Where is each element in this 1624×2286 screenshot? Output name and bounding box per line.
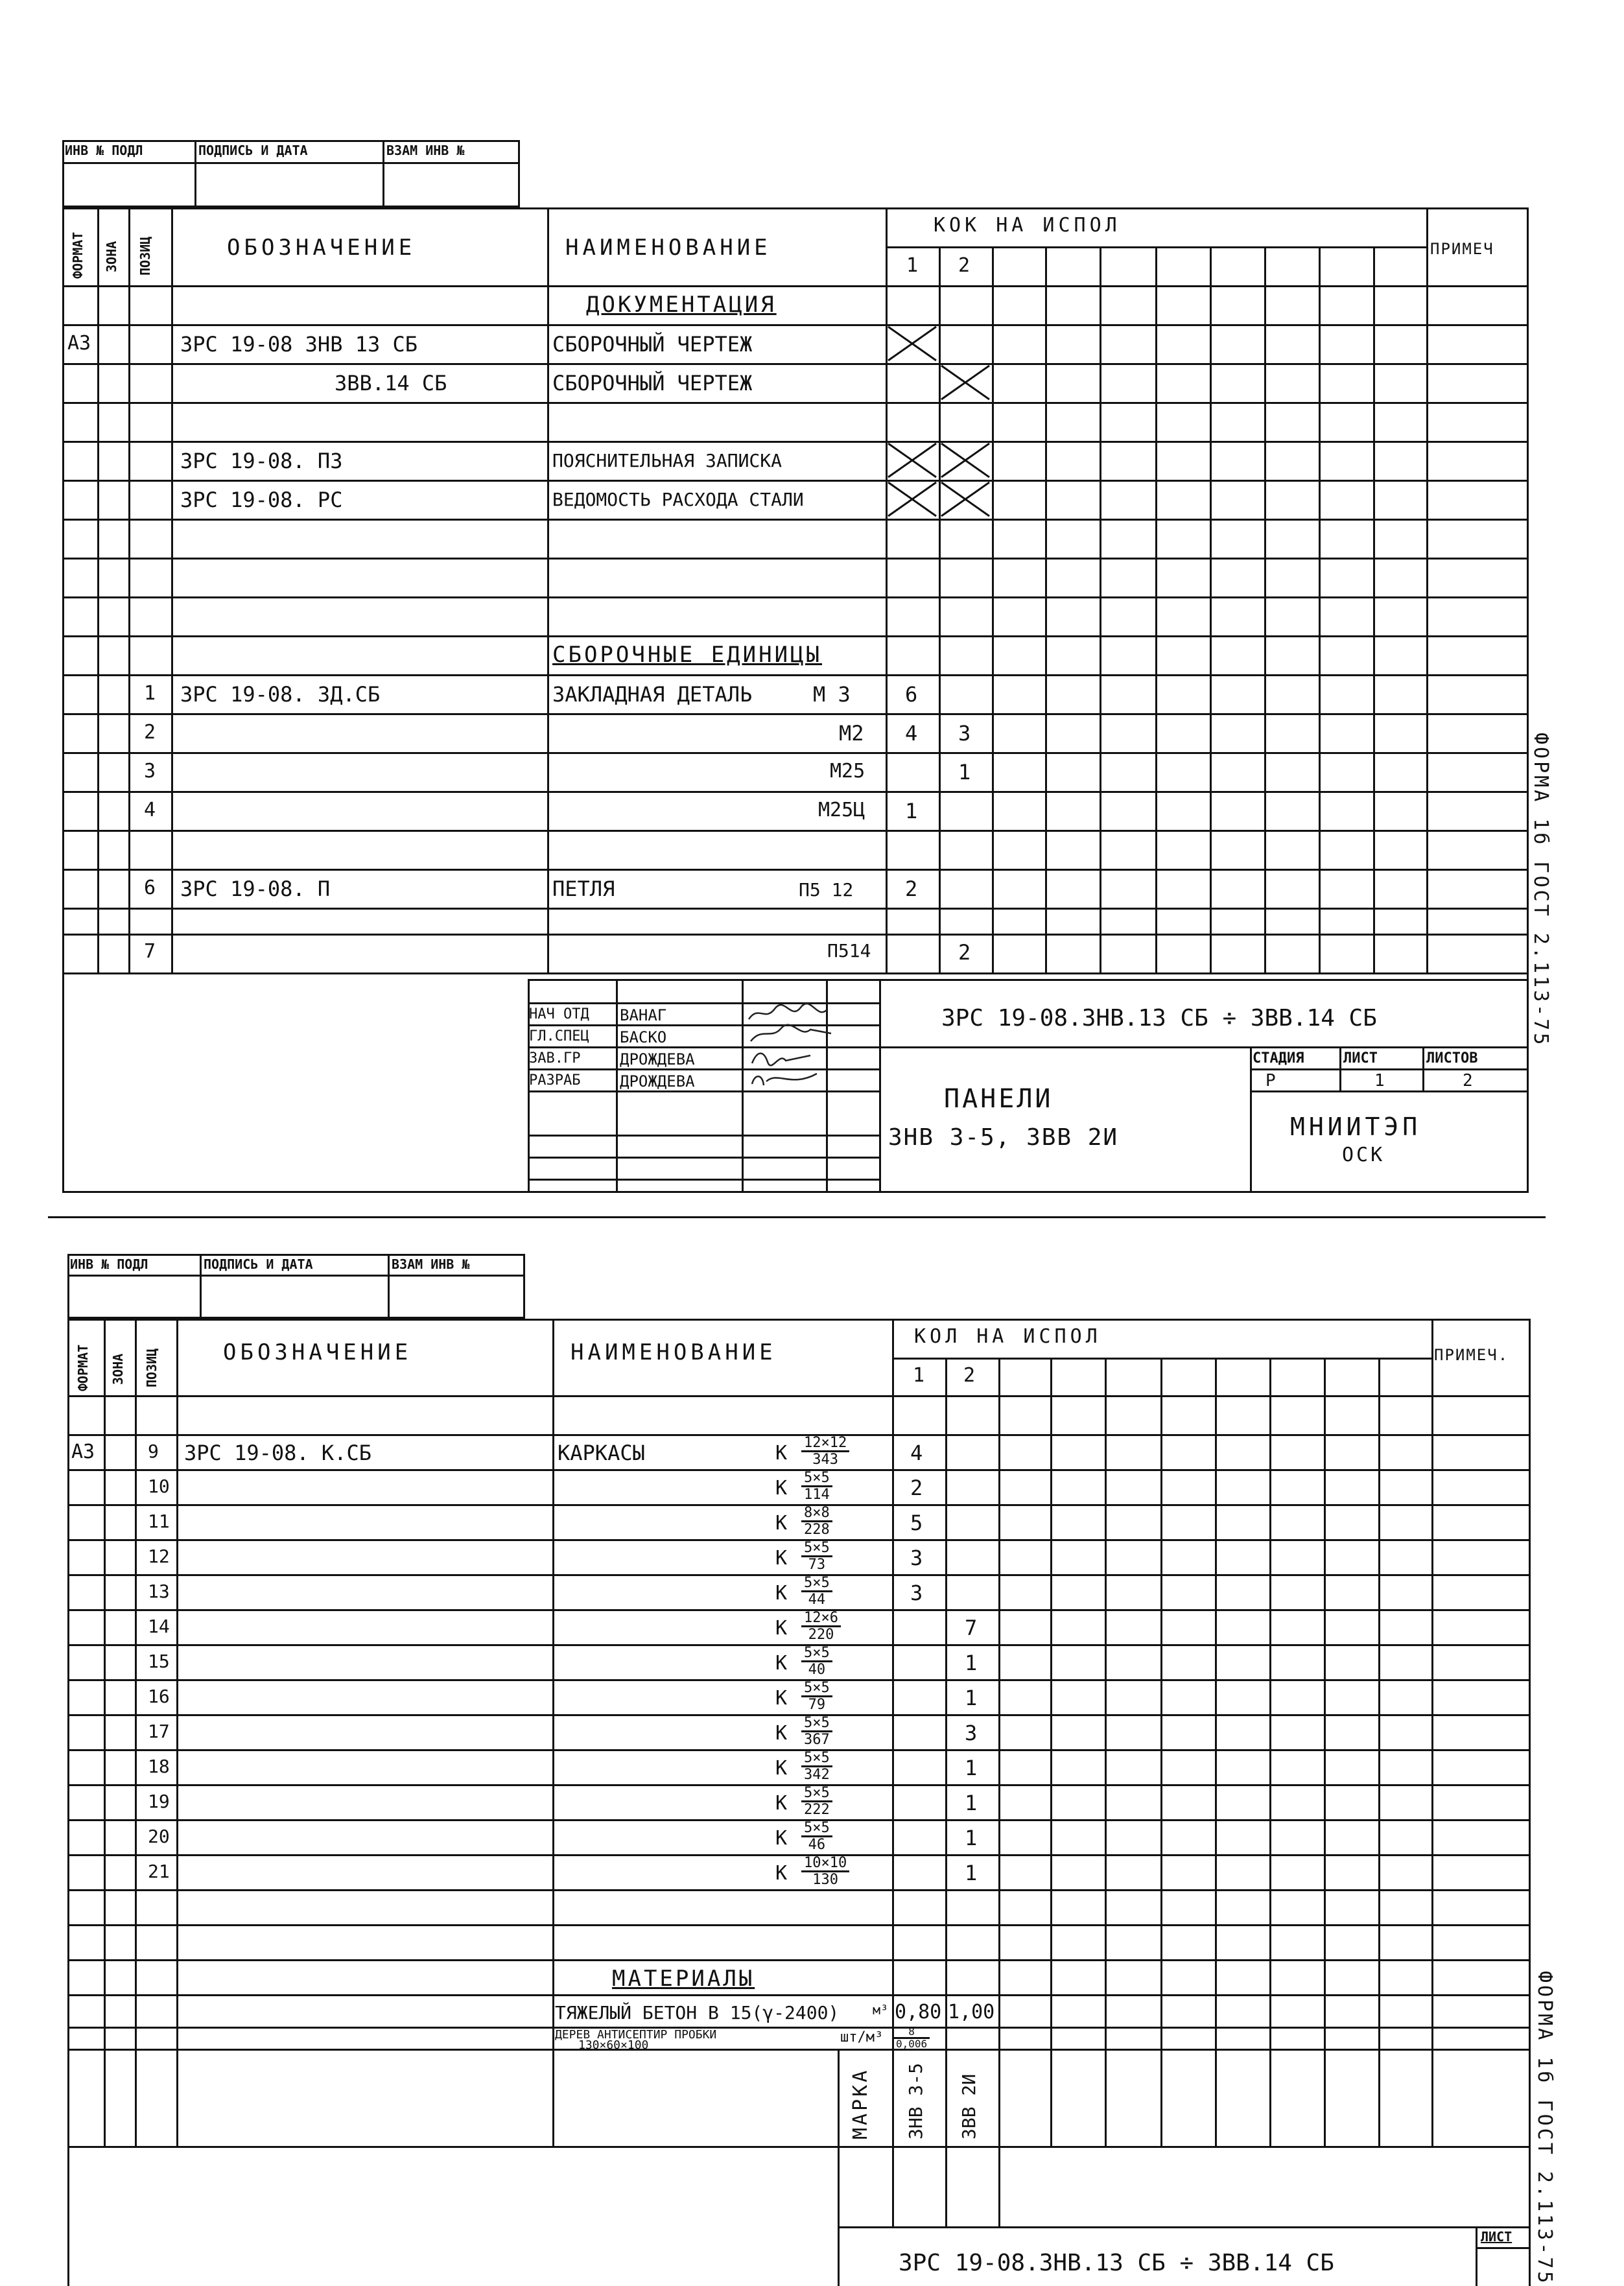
- row-poz: 15: [148, 1651, 170, 1672]
- row-poz: 9: [148, 1441, 159, 1462]
- row-poz: 20: [148, 1826, 170, 1847]
- row-q1: 3: [910, 1581, 923, 1605]
- fraction-denominator: 46: [808, 1837, 826, 1853]
- row-oboz: 3РС 19-08. 3Д.СБ: [180, 682, 381, 707]
- stamp-vzam-inv: ВЗАМ ИНВ №: [386, 143, 465, 158]
- row-mark: П5 12: [799, 879, 854, 901]
- fraction-numerator: 8×8: [801, 1505, 832, 1522]
- signature: [746, 1002, 830, 1024]
- signature: [746, 1046, 823, 1068]
- stamp-vzam-inv: ВЗАМ ИНВ №: [392, 1256, 470, 1272]
- col-naimenovanie-header: НАИМЕНОВАНИЕ: [571, 1339, 777, 1365]
- row-karkas-fraction: [801, 1680, 832, 1712]
- tb-code: 3РС 19-08.3НВ.13 СБ ÷ 3ВВ.14 СБ: [941, 1005, 1377, 1031]
- fraction-denominator: 342: [804, 1767, 830, 1783]
- row-karkas-fraction: [801, 1575, 832, 1607]
- row-poz: 6: [144, 877, 156, 899]
- col-oboznachenie-header: ОБОЗНАЧЕНИЕ: [223, 1339, 412, 1365]
- row-poz: 21: [148, 1861, 170, 1882]
- cross-mark: [939, 480, 992, 519]
- row-poz: 2: [144, 721, 156, 744]
- row-poz: 1: [144, 682, 156, 705]
- row-q2: 1: [965, 1861, 978, 1885]
- material1-q2: 1,00: [948, 2001, 995, 2023]
- sheet1-side-note: ФОРМА 1б ГОСТ 2.113-75: [1529, 733, 1552, 1048]
- row-q1: 2: [905, 877, 918, 901]
- row-naim: ПОЯСНИТЕЛЬНАЯ ЗАПИСКА: [552, 450, 783, 471]
- marka-label: МАРКА: [849, 2068, 872, 2139]
- row-poz: 3: [144, 760, 156, 783]
- row-k: К: [775, 1477, 788, 1500]
- col-zona-header: ЗОНА: [110, 1353, 126, 1385]
- row-q2: 1: [958, 760, 971, 784]
- tb-stadia-label: СТАДИЯ: [1253, 1050, 1304, 1066]
- row-q2: 7: [965, 1616, 978, 1640]
- fraction-denominator: 343: [812, 1452, 838, 1468]
- cross-mark: [939, 441, 992, 480]
- fraction-denominator: 79: [808, 1697, 826, 1713]
- row-q2: 3: [965, 1721, 978, 1745]
- row-karkas-fraction: [801, 1715, 832, 1747]
- row-k: К: [775, 1687, 788, 1710]
- row-karkas-fraction: [801, 1435, 849, 1467]
- row-karkas-fraction: [801, 1610, 841, 1642]
- tb-name-line2: 3НВ 3-5, 3ВВ 2И: [888, 1124, 1119, 1151]
- row-q1: 2: [910, 1476, 923, 1500]
- row-oboz: 3РС 19-08. П: [180, 877, 331, 901]
- row-q2: 1: [965, 1791, 978, 1815]
- tb-stadia: Р: [1265, 1071, 1276, 1090]
- tb-name: ДРОЖДЕВА: [620, 1050, 695, 1068]
- row-naim: ЗАКЛАДНАЯ ДЕТАЛЬ: [552, 682, 753, 707]
- row-mark: П514: [827, 940, 871, 961]
- stamp-inv-podl: ИНВ № ПОДЛ: [65, 143, 143, 158]
- row-k: К: [775, 1792, 788, 1815]
- row-format: А3: [71, 1441, 95, 1463]
- section-assembly-units: СБОРОЧНЫЕ ЕДИНИЦЫ: [552, 642, 822, 668]
- tb-org1: МНИИТЭП: [1290, 1113, 1422, 1141]
- section-documentation: ДОКУМЕНТАЦИЯ: [586, 292, 777, 318]
- row-oboz: 3РС 19-08. ПЗ: [180, 449, 343, 473]
- row-k: К: [775, 1442, 788, 1465]
- row-poz: 18: [148, 1756, 170, 1777]
- fraction-numerator: 5×5: [801, 1540, 832, 1557]
- row-oboz: 3ВВ.14 СБ: [335, 371, 447, 395]
- col-format-header: ФОРМАТ: [70, 231, 86, 279]
- row-mark: М25Ц: [818, 799, 865, 821]
- tb-role: ГЛ.СПЕЦ: [529, 1028, 589, 1044]
- row-poz: 16: [148, 1686, 170, 1707]
- row-poz: 12: [148, 1546, 170, 1567]
- marka-1: 3НВ 3-5: [905, 2062, 926, 2139]
- fraction-numerator: 12×6: [801, 1610, 841, 1627]
- sheet2-code: 3РС 19-08.3НВ.13 СБ ÷ 3ВВ.14 СБ: [899, 2250, 1334, 2276]
- fraction-numerator: 5×5: [801, 1470, 832, 1487]
- fraction-numerator: 5×5: [801, 1750, 832, 1767]
- row-naim: ВЕДОМОСТЬ РАСХОДА СТАЛИ: [552, 489, 804, 510]
- col-poz-header: ПОЗИЦ: [144, 1348, 159, 1387]
- fraction-numerator: 10×10: [801, 1856, 849, 1872]
- tb-org2: ОСК: [1342, 1144, 1385, 1166]
- cross-mark: [886, 441, 939, 480]
- fraction-denominator: 44: [808, 1592, 826, 1608]
- tb-role: ЗАВ.ГР: [529, 1050, 581, 1066]
- fraction-denominator: 130: [812, 1872, 838, 1888]
- row-q1: 4: [910, 1441, 923, 1465]
- row-karkas-fraction: [801, 1821, 832, 1852]
- tb-role: РАЗРАБ: [529, 1072, 581, 1089]
- tb-name-line1: ПАНЕЛИ: [944, 1084, 1053, 1114]
- row-karkas-fraction: [801, 1470, 832, 1502]
- tb-name: БАСКО: [620, 1028, 667, 1046]
- row-karkas-fraction: [801, 1645, 832, 1677]
- col-poz-header: ПОЗИЦ: [137, 236, 153, 276]
- row-poz: 4: [144, 799, 156, 821]
- col-isp2: 2: [958, 254, 971, 277]
- section-materials: МАТЕРИАЛЫ: [612, 1966, 755, 1992]
- fraction-numerator: 5×5: [801, 1645, 832, 1662]
- row-poz: 14: [148, 1616, 170, 1637]
- stamp-podpis-data: ПОДПИСЬ И ДАТА: [198, 143, 308, 158]
- material1-unit: м³: [873, 2002, 889, 2018]
- row-naim: СБОРОЧНЫЙ ЧЕРТЕЖ: [552, 332, 753, 357]
- tb-name: ДРОЖДЕВА: [620, 1072, 695, 1090]
- fraction-denominator: 220: [808, 1627, 834, 1643]
- row-format: А3: [67, 332, 91, 355]
- tb-role: НАЧ ОТД: [529, 1006, 589, 1022]
- fraction-numerator: 5×5: [801, 1680, 832, 1697]
- row-poz: 11: [148, 1511, 170, 1532]
- tb-listov: 2: [1463, 1071, 1473, 1090]
- row-karkas-fraction: [801, 1540, 832, 1572]
- row-poz: 17: [148, 1721, 170, 1742]
- col-kol-header: КОЛ НА ИСПОЛ: [914, 1325, 1101, 1348]
- cross-mark: [886, 480, 939, 519]
- row-mark: М25: [830, 760, 865, 783]
- row-k: К: [775, 1827, 788, 1850]
- row-q1: 5: [910, 1511, 923, 1535]
- row-naim: СБОРОЧНЫЙ ЧЕРТЕЖ: [552, 371, 753, 395]
- cross-mark: [886, 324, 939, 363]
- col-kol-header: КОК НА ИСПОЛ: [934, 214, 1121, 237]
- tb-listov-label: ЛИСТОВ: [1426, 1050, 1478, 1066]
- row-poz: 13: [148, 1581, 170, 1602]
- row-k: К: [775, 1722, 788, 1745]
- sheet2-list-label: ЛИСТ: [1481, 2229, 1512, 2245]
- row-mark: М 3: [813, 682, 851, 707]
- row-karkas-fraction: [801, 1505, 832, 1537]
- fraction-denominator: 367: [804, 1732, 830, 1748]
- col-naimenovanie-header: НАИМЕНОВАНИЕ: [565, 235, 771, 261]
- col-isp1: 1: [913, 1364, 925, 1387]
- row-oboz: 3РС 19-08 3НВ 13 СБ: [180, 332, 418, 357]
- karkas-naim: КАРКАСЫ: [558, 1441, 645, 1465]
- material2-q1: $\frac{8}{0,006}$: [893, 2027, 930, 2049]
- tb-name: ВАНАГ: [620, 1006, 667, 1024]
- stamp-inv-podl: ИНВ № ПОДЛ: [70, 1256, 148, 1272]
- material2-unit: шт/м³: [840, 2029, 884, 2045]
- row-q1: 6: [905, 682, 918, 707]
- row-k: К: [775, 1617, 788, 1640]
- material1-naim: ТЯЖЕЛЫЙ БЕТОН В 15(γ-2400): [555, 2002, 840, 2023]
- fraction-denominator: 222: [804, 1802, 830, 1818]
- row-k: К: [775, 1547, 788, 1570]
- row-k: К: [775, 1862, 788, 1885]
- row-oboz: 3РС 19-08. РС: [180, 488, 343, 512]
- signature: [746, 1068, 823, 1090]
- row-q2: 2: [958, 940, 971, 965]
- col-primech-header: ПРИМЕЧ.: [1434, 1346, 1509, 1364]
- fraction-denominator: 228: [804, 1522, 830, 1538]
- col-format-header: ФОРМАТ: [75, 1344, 91, 1391]
- fraction-numerator: 5×5: [801, 1785, 832, 1802]
- row-q2: 1: [965, 1651, 978, 1675]
- row-q2: 1: [965, 1826, 978, 1850]
- fraction-denominator: 40: [808, 1662, 826, 1678]
- row-poz: 10: [148, 1476, 170, 1497]
- row-q1: 3: [910, 1546, 923, 1570]
- col-primech-header: ПРИМЕЧ: [1430, 240, 1494, 258]
- row-mark: М2: [839, 721, 864, 746]
- row-q2: 3: [958, 721, 971, 746]
- material2-naim: ДЕРЕВ АНТИСЕПТИР ПРОБКИ: [555, 2028, 717, 2042]
- stamp-podpis-data: ПОДПИСЬ И ДАТА: [204, 1256, 313, 1272]
- row-naim: ПЕТЛЯ: [552, 877, 615, 901]
- row-poz: 19: [148, 1791, 170, 1812]
- signature: [746, 1023, 836, 1045]
- tb-list-label: ЛИСТ: [1343, 1050, 1378, 1066]
- fraction-numerator: 5×5: [801, 1575, 832, 1592]
- sheet2-side-note: ФОРМА 1б ГОСТ 2.113-75: [1533, 1971, 1556, 2286]
- karkas-oboz: 3РС 19-08. К.СБ: [184, 1441, 371, 1465]
- fraction-numerator: 5×5: [801, 1715, 832, 1732]
- material1-q1: 0,80: [895, 2001, 942, 2023]
- row-q1: 4: [905, 721, 918, 746]
- row-k: К: [775, 1652, 788, 1675]
- fraction-numerator: 5×5: [801, 1821, 832, 1837]
- row-q1: 1: [905, 799, 918, 823]
- row-q2: 1: [965, 1756, 978, 1780]
- row-karkas-fraction: [801, 1785, 832, 1817]
- row-k: К: [775, 1757, 788, 1780]
- page-separator: [48, 1216, 1546, 1218]
- fraction-numerator: 12×12: [801, 1435, 849, 1452]
- tb-list: 1: [1374, 1071, 1385, 1090]
- row-karkas-fraction: [801, 1856, 849, 1887]
- col-isp2: 2: [963, 1364, 976, 1387]
- row-karkas-fraction: [801, 1750, 832, 1782]
- row-q2: 1: [965, 1686, 978, 1710]
- row-k: К: [775, 1512, 788, 1535]
- row-poz: 7: [144, 940, 156, 963]
- fraction-denominator: 114: [804, 1487, 830, 1503]
- col-oboznachenie-header: ОБОЗНАЧЕНИЕ: [227, 235, 416, 261]
- fraction-denominator: 73: [808, 1557, 826, 1573]
- marka-2: 3ВВ 2И: [958, 2073, 980, 2139]
- cross-mark: [939, 363, 992, 402]
- col-zona-header: ЗОНА: [104, 241, 119, 272]
- row-k: К: [775, 1582, 788, 1605]
- col-isp1: 1: [906, 254, 919, 277]
- material2-size: 130×60×100: [578, 2038, 649, 2052]
